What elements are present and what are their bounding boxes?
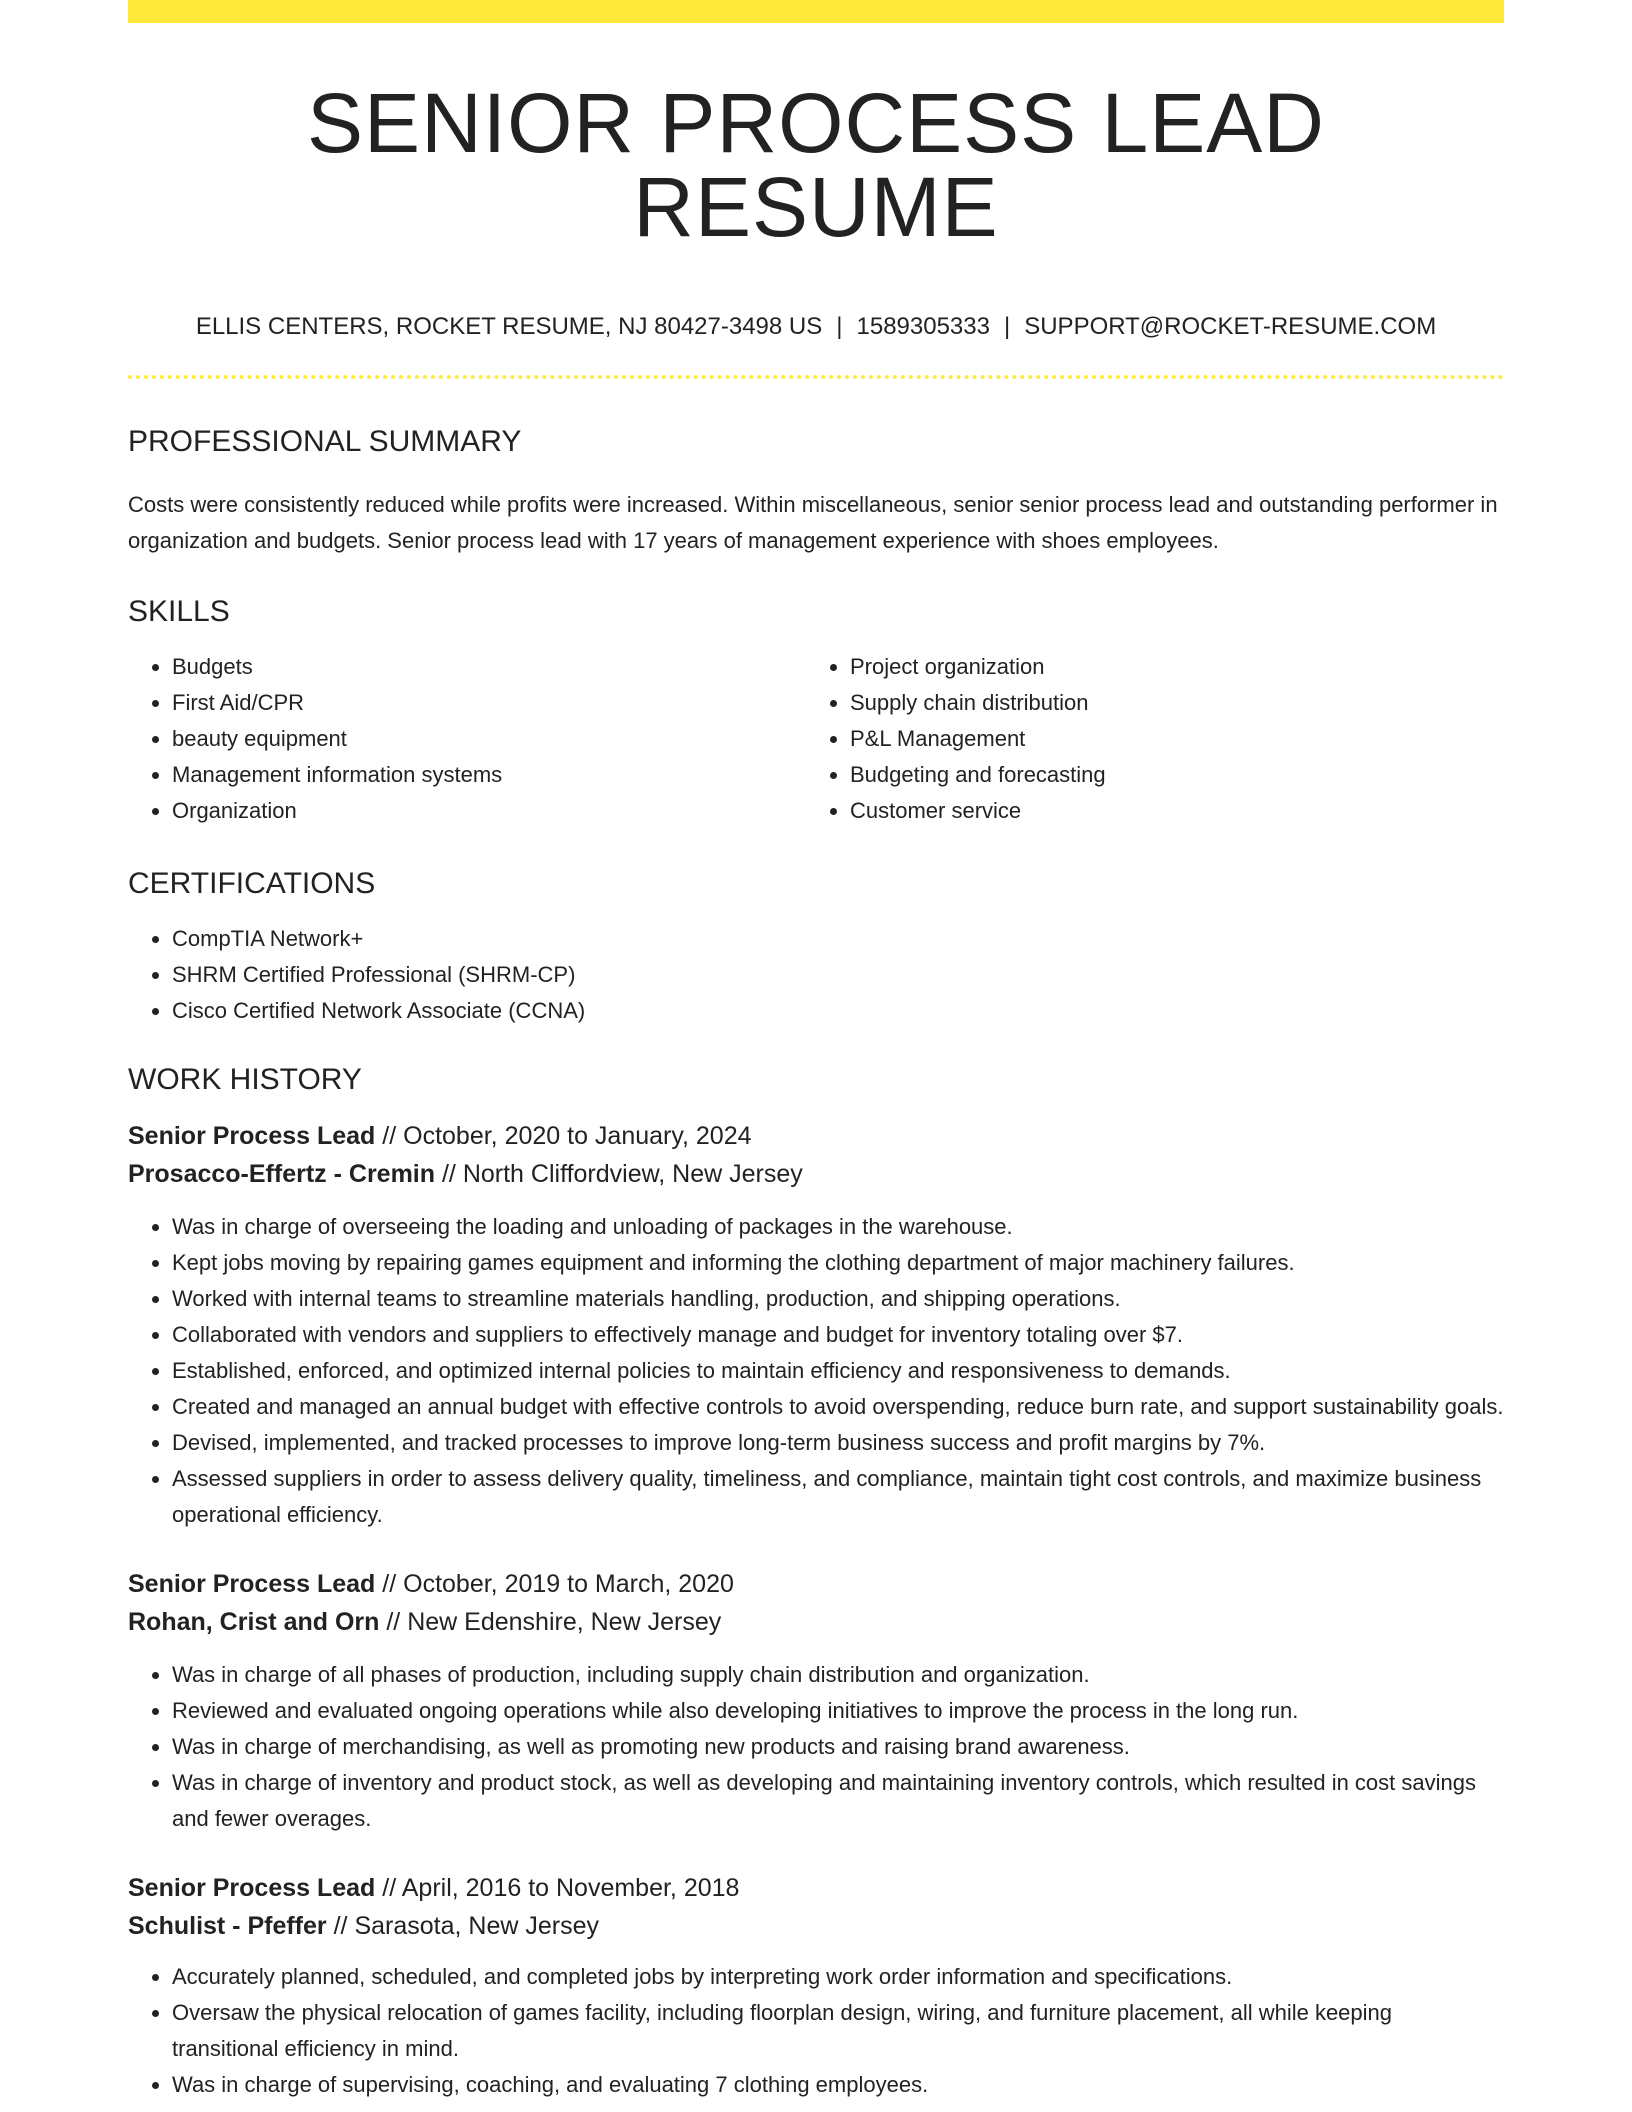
certification-item: • SHRM Certified Professional (SHRM-CP) xyxy=(172,957,1504,993)
job-bullet: • Collaborated with vendors and suppliers to effectively manage and budget for inventory totaling over $7. xyxy=(172,1317,1504,1353)
job-bullet: • Devised, implemented, and tracked processes to improve long-term business success and profit margins by 7%. xyxy=(172,1425,1504,1461)
skill-item: • Budgeting and forecasting xyxy=(850,757,1484,793)
certifications-list xyxy=(128,921,1504,1029)
job-company: Rohan, Crist and Orn xyxy=(128,1608,380,1636)
work-history-heading: WORK HISTORY xyxy=(128,1063,362,1096)
job-entry xyxy=(128,1565,1504,1837)
job-bullets xyxy=(128,1209,1504,1533)
skill-item: • Organization xyxy=(172,793,806,829)
job-company-line xyxy=(128,1155,1504,1193)
job-bullet: • Kept jobs moving by repairing games equipment and informing the clothing department of major machinery failures. xyxy=(172,1245,1504,1281)
certification-item: • CompTIA Network+ xyxy=(172,921,1504,957)
job-dates: October, 2020 to January, 2024 xyxy=(403,1122,752,1150)
job-bullet: • Oversaw the physical relocation of games facility, including floorplan design, wiring, and furniture placement, all while keeping transitional efficiency in mind. xyxy=(172,1995,1504,2067)
job-dates: April, 2016 to November, 2018 xyxy=(401,1874,740,1902)
skills-column-left xyxy=(128,649,806,829)
job-divider: // xyxy=(379,1608,408,1636)
job-company: Prosacco-Effertz - Cremin xyxy=(128,1160,436,1188)
skills-list xyxy=(128,649,1504,829)
contact-separator: | xyxy=(1003,313,1011,340)
job-bullet: • Reviewed and evaluated ongoing operations while also developing initiatives to improve the process in the long run. xyxy=(172,1693,1504,1729)
job-location: New Edenshire, New Jersey xyxy=(407,1608,722,1636)
job-divider: // xyxy=(326,1912,355,1940)
job-divider: // xyxy=(375,1122,404,1150)
summary-text: Costs were consistently reduced while profits were increased. Within miscellaneous, senior senior process lead and outstanding performer in organization and budgets. Senior process lead with 17 years of management experience with shoes employees. xyxy=(128,492,1498,553)
job-company-line xyxy=(128,1603,1504,1641)
resume-page xyxy=(128,0,1504,2103)
job-dates: October, 2019 to March, 2020 xyxy=(403,1570,734,1598)
skill-item: • First Aid/CPR xyxy=(172,685,806,721)
job-bullet: • Was in charge of all phases of production, including supply chain distribution and organization. xyxy=(172,1657,1504,1693)
skill-item: • Supply chain distribution xyxy=(850,685,1484,721)
job-location: Sarasota, New Jersey xyxy=(354,1912,599,1940)
job-title-line xyxy=(128,1869,1504,1907)
resume-title: SENIOR PROCESS LEAD RESUME xyxy=(307,76,1325,254)
job-bullet: • Was in charge of inventory and product stock, as well as developing and maintaining inventory controls, which resulted in cost savings and fewer overages. xyxy=(172,1765,1504,1837)
skills-column-right xyxy=(806,649,1484,829)
job-title: Senior Process Lead xyxy=(128,1874,376,1902)
skills-heading: SKILLS xyxy=(128,595,230,628)
job-divider: // xyxy=(435,1160,463,1188)
job-divider: // xyxy=(375,1570,404,1598)
skill-item: • Project organization xyxy=(850,649,1484,685)
job-bullets xyxy=(128,1657,1504,1837)
job-title: Senior Process Lead xyxy=(128,1570,376,1598)
job-location: North Cliffordview, New Jersey xyxy=(462,1160,803,1188)
job-company-line xyxy=(128,1907,1504,1945)
job-bullet: • Established, enforced, and optimized internal policies to maintain efficiency and responsiveness to demands. xyxy=(172,1353,1504,1389)
job-bullet: • Accurately planned, scheduled, and completed jobs by interpreting work order information and specifications. xyxy=(172,1959,1504,1995)
job-title-line xyxy=(128,1117,1504,1155)
certification-item: • Cisco Certified Network Associate (CCNA) xyxy=(172,993,1504,1029)
contact-phone: 1589305333 xyxy=(856,313,990,340)
job-entry xyxy=(128,1869,1504,2103)
skill-item: • Management information systems xyxy=(172,757,806,793)
dotted-divider xyxy=(128,375,1504,379)
job-title-line xyxy=(128,1565,1504,1603)
contact-separator: | xyxy=(836,313,843,340)
job-bullet: • Was in charge of supervising, coaching, and evaluating 7 clothing employees. xyxy=(172,2067,1504,2103)
skill-item: • Customer service xyxy=(850,793,1484,829)
job-bullet: • Was in charge of overseeing the loading and unloading of packages in the warehouse. xyxy=(172,1209,1504,1245)
skill-item: • P&L Management xyxy=(850,721,1484,757)
job-title: Senior Process Lead xyxy=(128,1122,376,1150)
job-bullet: • Created and managed an annual budget with effective controls to avoid overspending, reduce burn rate, and support sustainability goals. xyxy=(172,1389,1504,1425)
contact-email: SUPPORT@ROCKET-RESUME.COM xyxy=(1024,313,1437,340)
job-bullet: • Worked with internal teams to streamline materials handling, production, and shipping operations. xyxy=(172,1281,1504,1317)
certifications-heading: CERTIFICATIONS xyxy=(128,867,376,900)
job-bullet: • Assessed suppliers in order to assess delivery quality, timeliness, and compliance, maintain tight cost controls, and maximize business operational efficiency. xyxy=(172,1461,1504,1533)
contact-address: ELLIS CENTERS, ROCKET RESUME, NJ 80427-3498 US xyxy=(195,313,823,340)
job-bullets xyxy=(128,1959,1504,2103)
job-divider: // xyxy=(375,1874,402,1902)
summary-heading: PROFESSIONAL SUMMARY xyxy=(128,425,522,458)
contact-line xyxy=(128,315,1504,339)
job-entry xyxy=(128,1117,1504,1533)
job-company: Schulist - Pfeffer xyxy=(128,1912,327,1940)
accent-bar xyxy=(128,0,1504,23)
skill-item: • beauty equipment xyxy=(172,721,806,757)
job-bullet: • Was in charge of merchandising, as well as promoting new products and raising brand awareness. xyxy=(172,1729,1504,1765)
skill-item: • Budgets xyxy=(172,649,806,685)
